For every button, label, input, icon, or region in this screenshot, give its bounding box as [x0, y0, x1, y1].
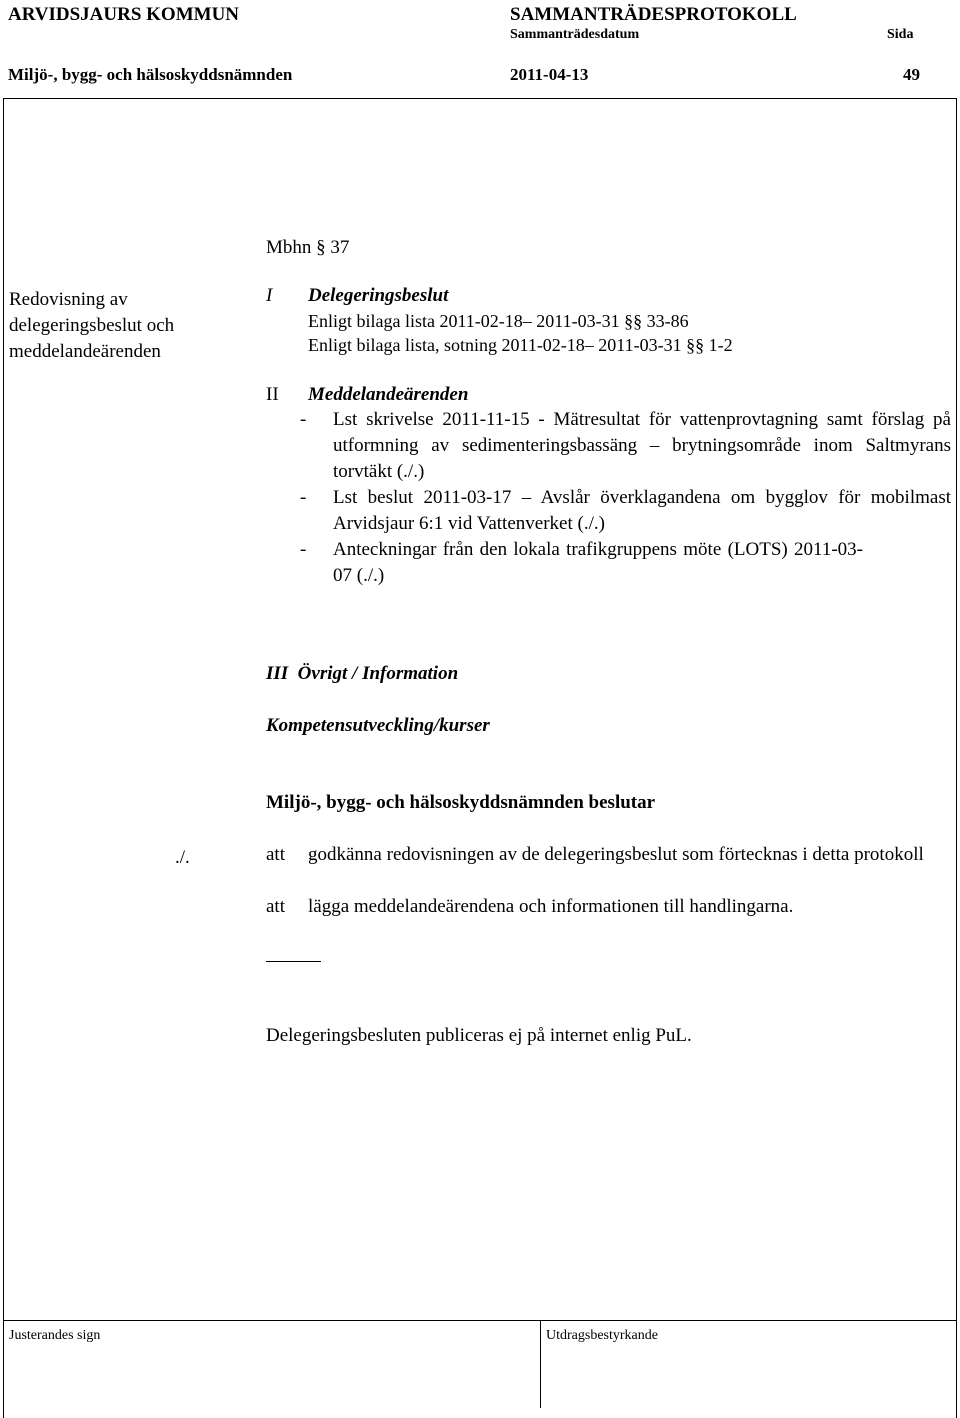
section-2-dash: - [300, 409, 307, 430]
committee-name: Miljö-, bygg- och hälsoskyddsnämnden [8, 65, 293, 84]
footer-divider [3, 1320, 957, 1321]
footer-justerandes-sign: Justerandes sign [9, 1328, 101, 1343]
section-1-title: Delegeringsbeslut [308, 285, 449, 306]
side-title-line: meddelandeärenden [9, 341, 161, 362]
footer-border-right [956, 1320, 957, 1408]
side-title-line: Redovisning av [9, 289, 128, 310]
section-2-item: Anteckningar från den lokala trafikgruppens möte (LOTS) 2011-03-07 (./.) [333, 539, 863, 586]
footer-utdragsbestyrkande: Utdragsbestyrkande [546, 1328, 658, 1343]
att-label: att [266, 844, 285, 865]
section-1-number: I [266, 285, 273, 306]
decision-heading: Miljö-, bygg- och hälsoskyddsnämnden beslutar [266, 792, 656, 813]
meeting-date: 2011-04-13 [510, 65, 589, 84]
date-label: Sammanträdesdatum [510, 27, 640, 42]
section-2-title: Meddelandeärenden [308, 384, 469, 405]
section-2-dash: - [300, 539, 307, 560]
attachment-marker: ./. [175, 847, 190, 868]
paragraph-number: Mbhn § 37 [266, 237, 350, 258]
page-label: Sida [887, 27, 914, 42]
section-4-title: Kompetensutveckling/kurser [266, 715, 490, 736]
decision-item: lägga meddelandeärendena och informationen till handlingarna. [308, 896, 794, 917]
page-number: 49 [903, 65, 920, 84]
section-2-dash: - [300, 487, 307, 508]
footer-border-middle [540, 1320, 541, 1408]
section-3-title: III Övrigt / Information [266, 663, 459, 684]
side-title-line: delegeringsbeslut och [9, 315, 175, 336]
separator-rule [266, 961, 321, 962]
section-1-line: Enligt bilaga lista 2011-02-18– 2011-03-31 §§ 33-86 [308, 311, 689, 331]
section-1-line: Enligt bilaga lista, sotning 2011-02-18– 2011-03-31 §§ 1-2 [308, 335, 733, 355]
section-2-item: Lst beslut 2011-03-17 – Avslår överklagandena om bygglov för mobilmast Arvidsjaur 6:1 vid Vattenverket (./.) [333, 487, 951, 534]
side-title [9, 287, 174, 365]
doc-type: SAMMANTRÄDESPROTOKOLL [510, 4, 797, 25]
section-2-number: II [266, 384, 279, 405]
att-label: att [266, 896, 285, 917]
section-2-item: Lst skrivelse 2011-11-15 - Mätresultat för vattenprovtagning samt förslag på utformning av sedimenteringsbassäng – brytningsområde inom Saltmyrans torvtäkt (./.) [333, 409, 951, 482]
section-1-lines [308, 309, 733, 357]
org-name: ARVIDSJAURS KOMMUN [8, 4, 240, 25]
decision-item: godkänna redovisningen av de delegeringsbeslut som förtecknas i detta protokoll [308, 844, 924, 865]
publication-note: Delegeringsbesluten publiceras ej på internet enlig PuL. [266, 1025, 692, 1046]
footer-border-left [3, 1320, 4, 1408]
